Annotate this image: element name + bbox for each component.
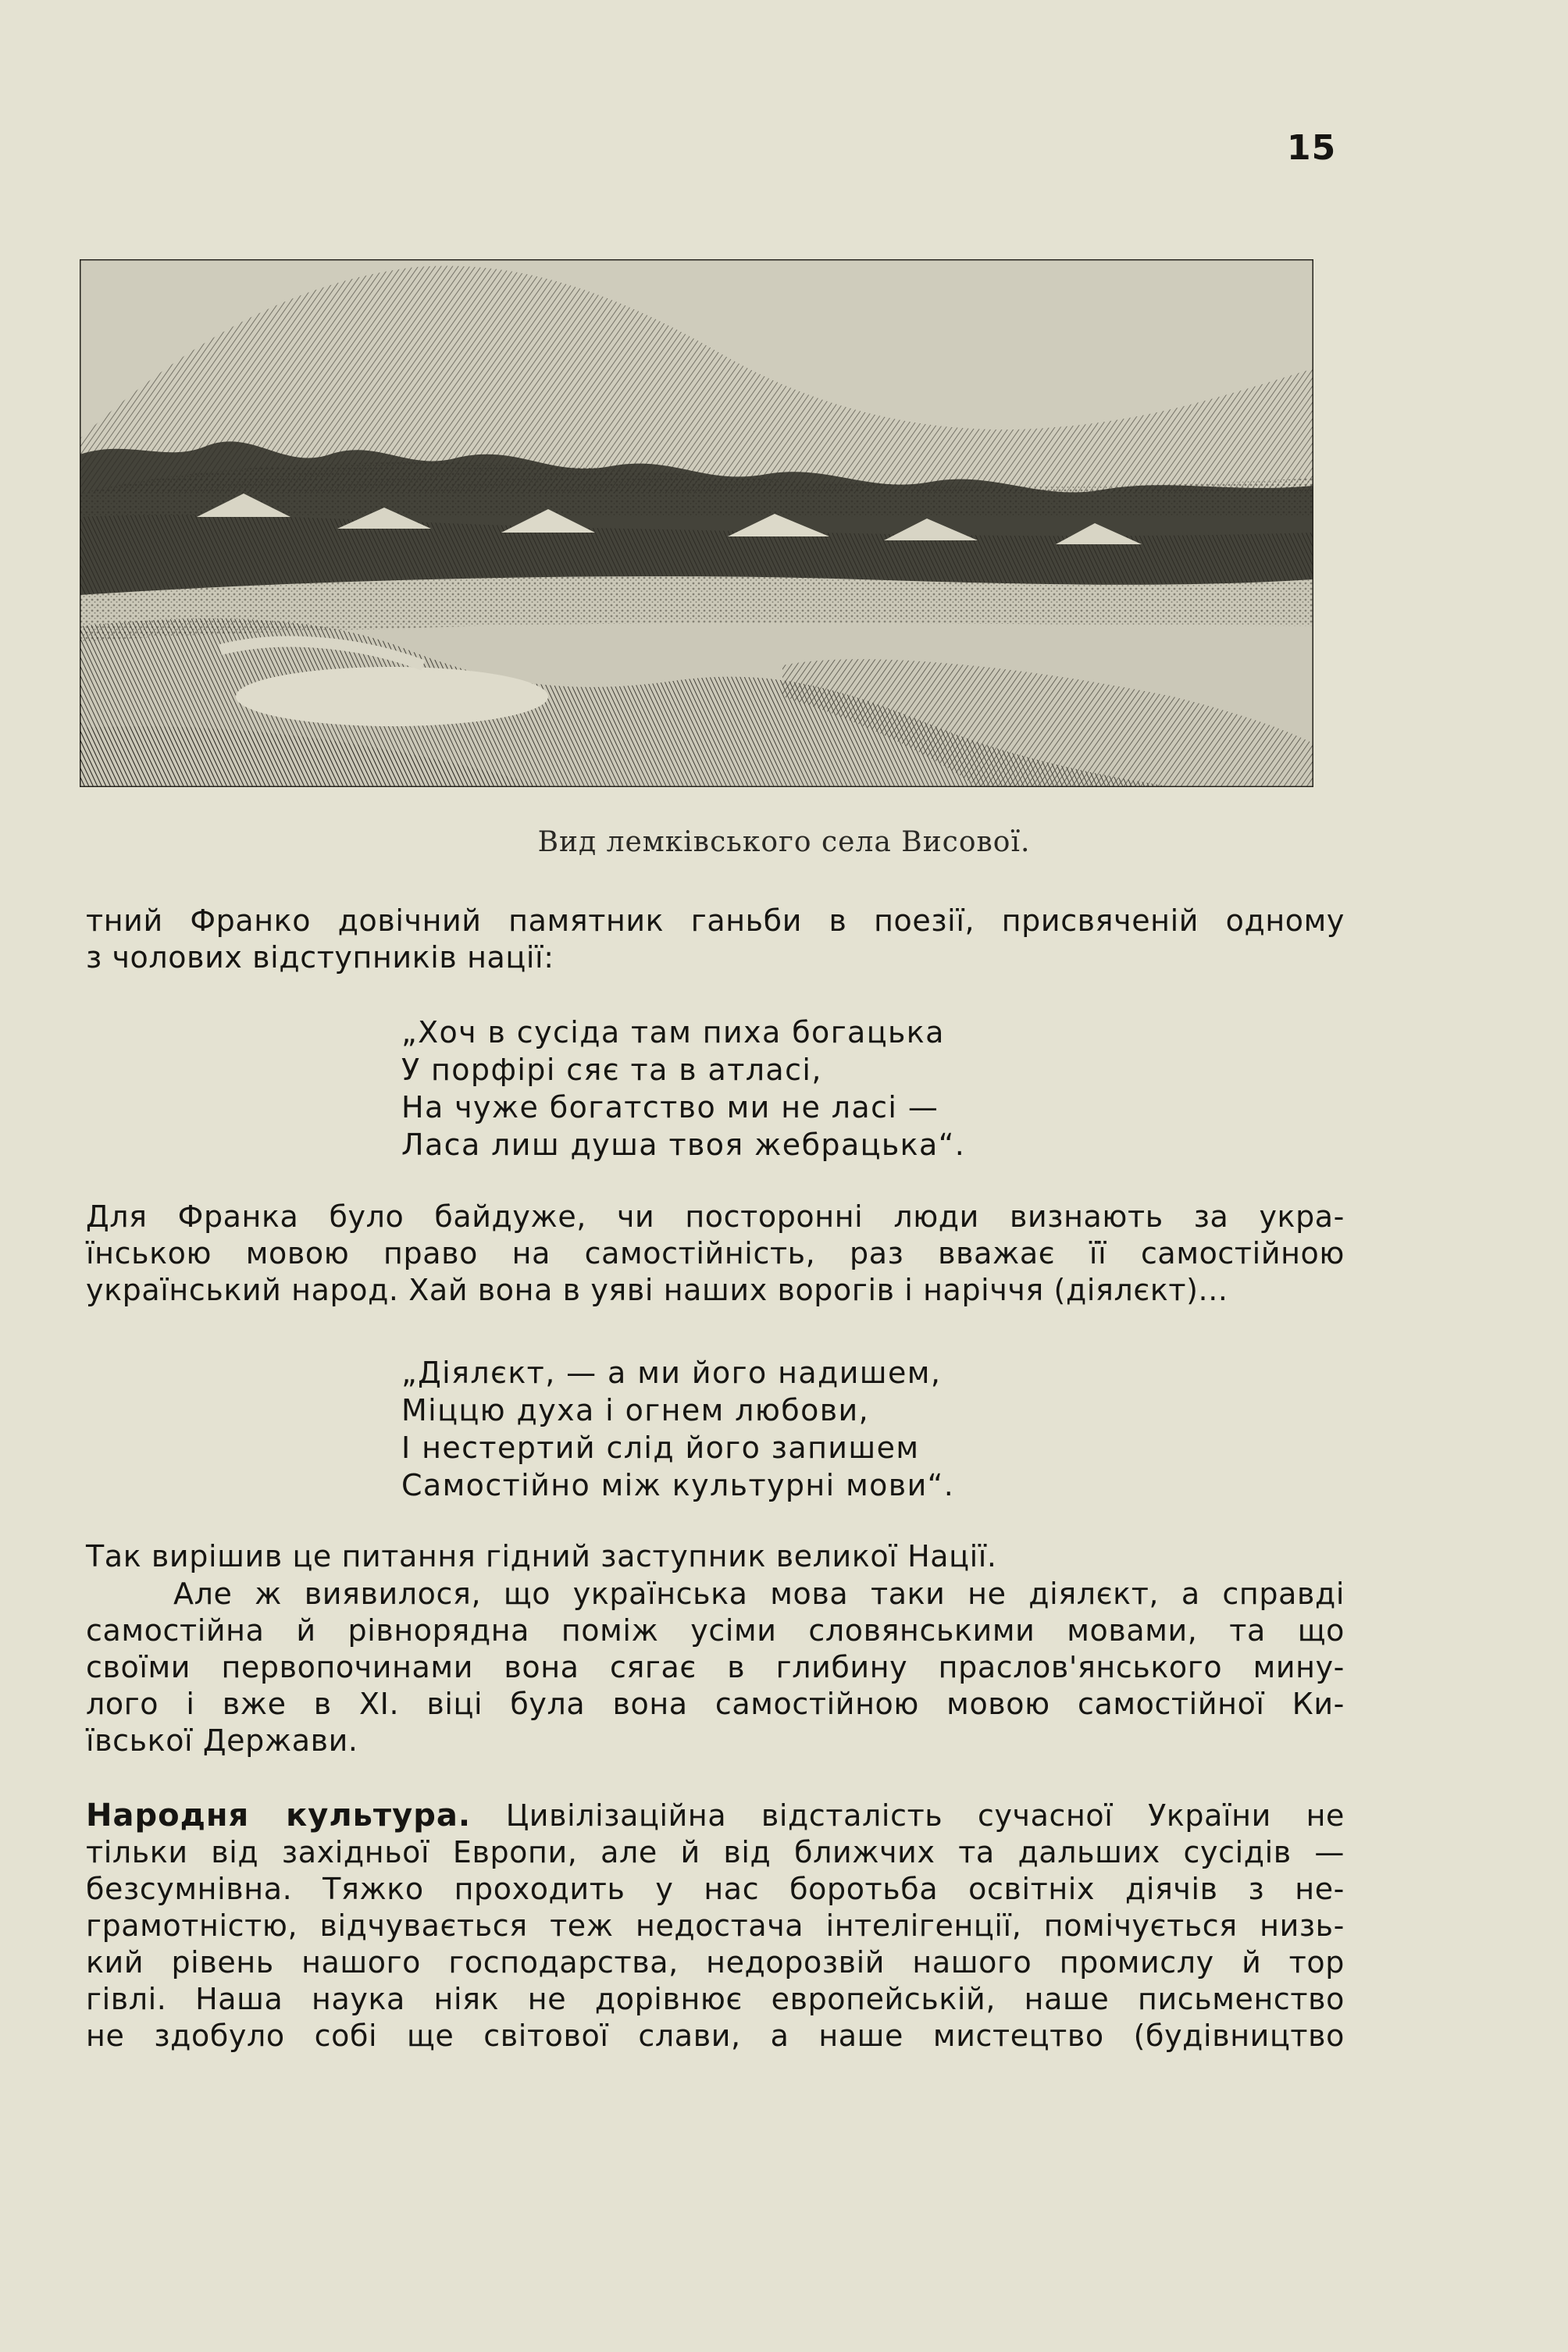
text-line: тільки від західньої Европи, але й від ближчих та дальших сусідів — — [86, 1835, 1345, 1869]
text-line: кий рівень нашого господарства, недорозвій нашого промислу й тор — [86, 1945, 1345, 1980]
paragraph-1 — [86, 903, 1345, 976]
verse-line: І нестертий слід його запишем — [401, 1431, 920, 1465]
text-line: їнською мовою право на самостійність, раз вважає її самостійною — [86, 1236, 1345, 1270]
text-line: тний Франко довічний памятник ганьби в поезії, присвяченій одному — [86, 903, 1345, 938]
paragraph-5 — [86, 1798, 1345, 2054]
paragraph-4 — [86, 1576, 1345, 1759]
page-number: 15 — [1287, 128, 1337, 168]
text-line — [86, 1798, 1345, 1834]
verse-line: Ласа лиш душа твоя жебрацька“. — [401, 1128, 966, 1162]
text-line: з чолових відступників нації: — [86, 940, 554, 975]
text-line: грамотністю, відчувається теж недостача інтелігенції, помічується низь- — [86, 1908, 1345, 1943]
village-illustration — [80, 259, 1313, 787]
verse-line: Самостійно між культурні мови“. — [401, 1468, 955, 1502]
text-line: безсумнівна. Тяжко проходить у нас боротьба освітніх діячів з не- — [86, 1872, 1345, 1906]
text-line: Але ж виявилося, що українська мова таки не діялєкт, а справді — [173, 1577, 1345, 1611]
text-line: своїми первопочинами вона сягає в глибину праслов'янського мину- — [86, 1650, 1345, 1684]
text-line: Для Франка було байдуже, чи посторонні люди визнають за укра- — [86, 1199, 1345, 1234]
text-line: самостійна й рівнорядна поміж усіми словянськими мовами, та що — [86, 1613, 1345, 1648]
verse-line: „Діялєкт, — а ми його надишем, — [401, 1356, 942, 1390]
paragraph-3 — [86, 1538, 1345, 1575]
verse-1 — [401, 1014, 965, 1164]
verse-line: На чуже богатство ми не ласі — — [401, 1090, 939, 1124]
text-run: Цивілізаційна відсталість сучасної України не — [505, 1798, 1345, 1833]
text-line: український народ. Хай вона в уяві наших ворогів і наріччя (діялєкт)... — [86, 1273, 1228, 1307]
text-line: не здобуло собі ще світової слави, а наше мистецтво (будівництво — [86, 2019, 1345, 2053]
figure-caption: Вид лемківського села Висової. — [537, 826, 1031, 858]
verse-2 — [401, 1354, 954, 1504]
text-line: Так вирішив це питання гідний заступник великої Нації. — [86, 1539, 997, 1573]
text-line: гівлі. Наша наука ніяк не дорівнює европейській, наше письменство — [86, 1982, 1345, 2016]
village-landscape-drawing — [80, 259, 1313, 787]
verse-line: „Хоч в сусіда там пиха богацька — [401, 1015, 945, 1049]
section-heading: Народня культура. — [86, 1798, 472, 1833]
verse-line: У порфірі сяє та в атласі, — [401, 1053, 822, 1087]
text-line: ївської Держави. — [86, 1723, 358, 1758]
paragraph-2 — [86, 1199, 1345, 1309]
text-line: лого і вже в ХІ. віці була вона самостійною мовою самостійної Ки- — [86, 1687, 1345, 1721]
verse-line: Міццю духа і огнем любови, — [401, 1393, 870, 1427]
